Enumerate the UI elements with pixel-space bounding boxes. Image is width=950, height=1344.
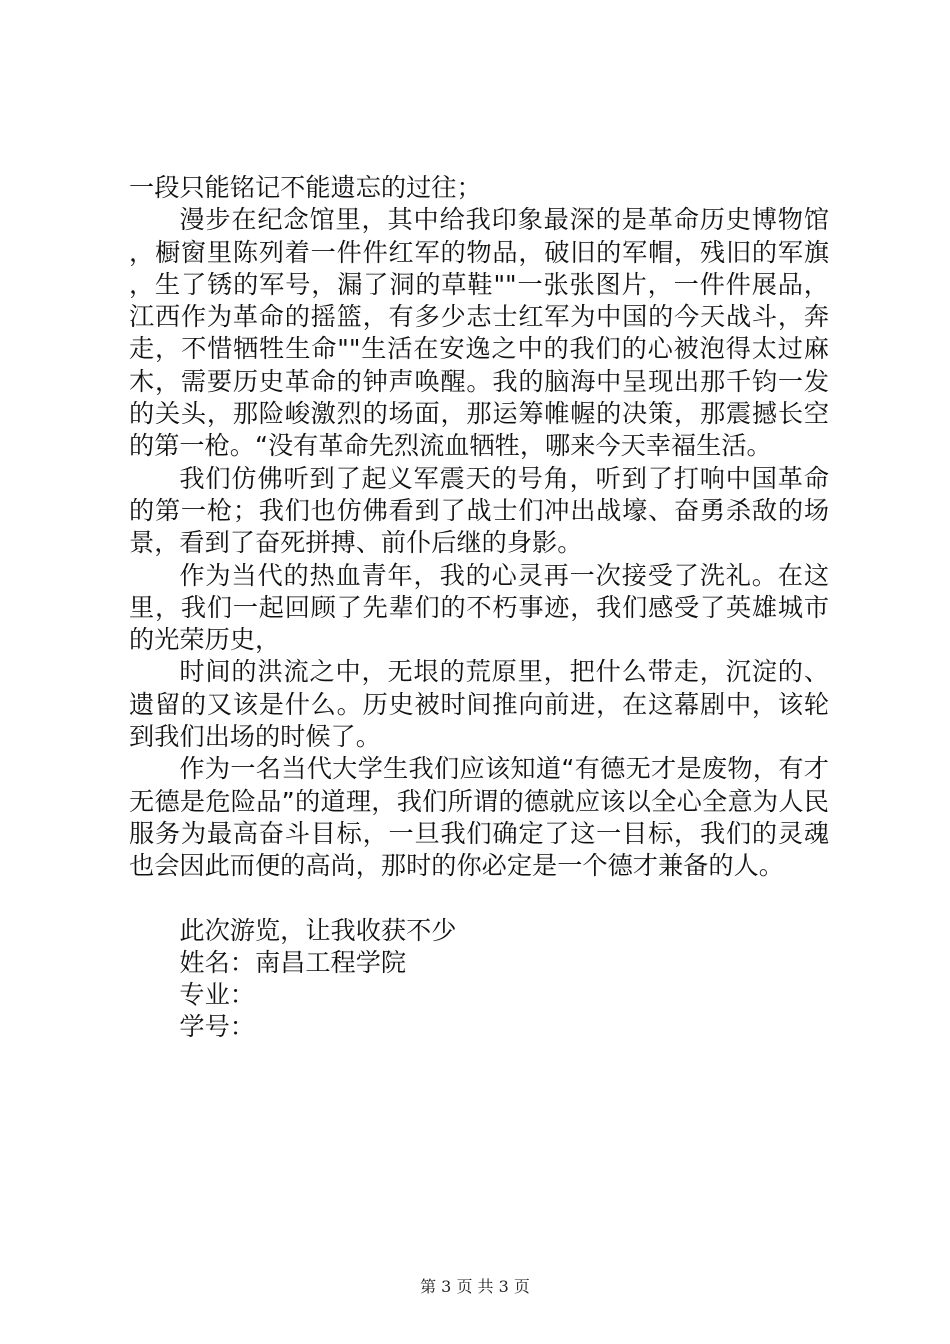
paragraph-3: 我们仿佛听到了起义军震天的号角，听到了打响中国革命的第一枪；我们也仿佛看到了战士们冲出战壕、奋勇杀敌的场景，看到了奋死拼搏、前仆后继的身影。 xyxy=(129,463,829,558)
paragraph-5: 时间的洪流之中，无垠的荒原里，把什么带走，沉淀的、遗留的又该是什么。历史被时间推向前进，在这幕剧中，该轮到我们出场的时候了。 xyxy=(129,657,829,752)
closing-line: 此次游览，让我收获不少 xyxy=(179,915,457,945)
page-number-footer: 第 3 页 共 3 页 xyxy=(420,1277,530,1296)
student-id-line: 学号： xyxy=(179,1012,255,1042)
blank-line xyxy=(129,883,829,915)
major-line: 专业： xyxy=(179,980,255,1010)
document-body xyxy=(129,172,829,1044)
name-line: 姓名：南昌工程学院 xyxy=(179,947,407,977)
paragraph-1: 一段只能铭记不能遗忘的过往； xyxy=(129,173,482,202)
paragraph-2: 漫步在纪念馆里，其中给我印象最深的是革命历史博物馆，橱窗里陈列着一件件红军的物品，破旧的军帽，残旧的军旗，生了锈的军号，漏了洞的草鞋""一张张图片，一件件展品，江西作为革命的摇篮，有多少志士红军为中国的今天战斗，奔走，不惜牺牲生命""生活在安逸之中的我们的心被泡得太过麻木，需要历史革命的钟声唤醒。我的脑海中呈现出那千钧一发的关头，那险峻激烈的场面，那运筹帷幄的决策，那震撼长空的第一枪。“没有革命先烈流血牺牲，哪来今天幸福生活。 xyxy=(129,205,829,461)
paragraph-4: 作为当代的热血青年，我的心灵再一次接受了洗礼。在这里，我们一起回顾了先辈们的不朽事迹，我们感受了英雄城市的光荣历史， xyxy=(129,560,829,655)
paragraph-6: 作为一名当代大学生我们应该知道“有德无才是废物，有才无德是危险品”的道理，我们所谓的德就应该以全心全意为人民服务为最高奋斗目标，一旦我们确定了这一目标，我们的灵魂也会因此而便的高尚，那时的你必定是一个德才兼备的人。 xyxy=(129,754,829,881)
